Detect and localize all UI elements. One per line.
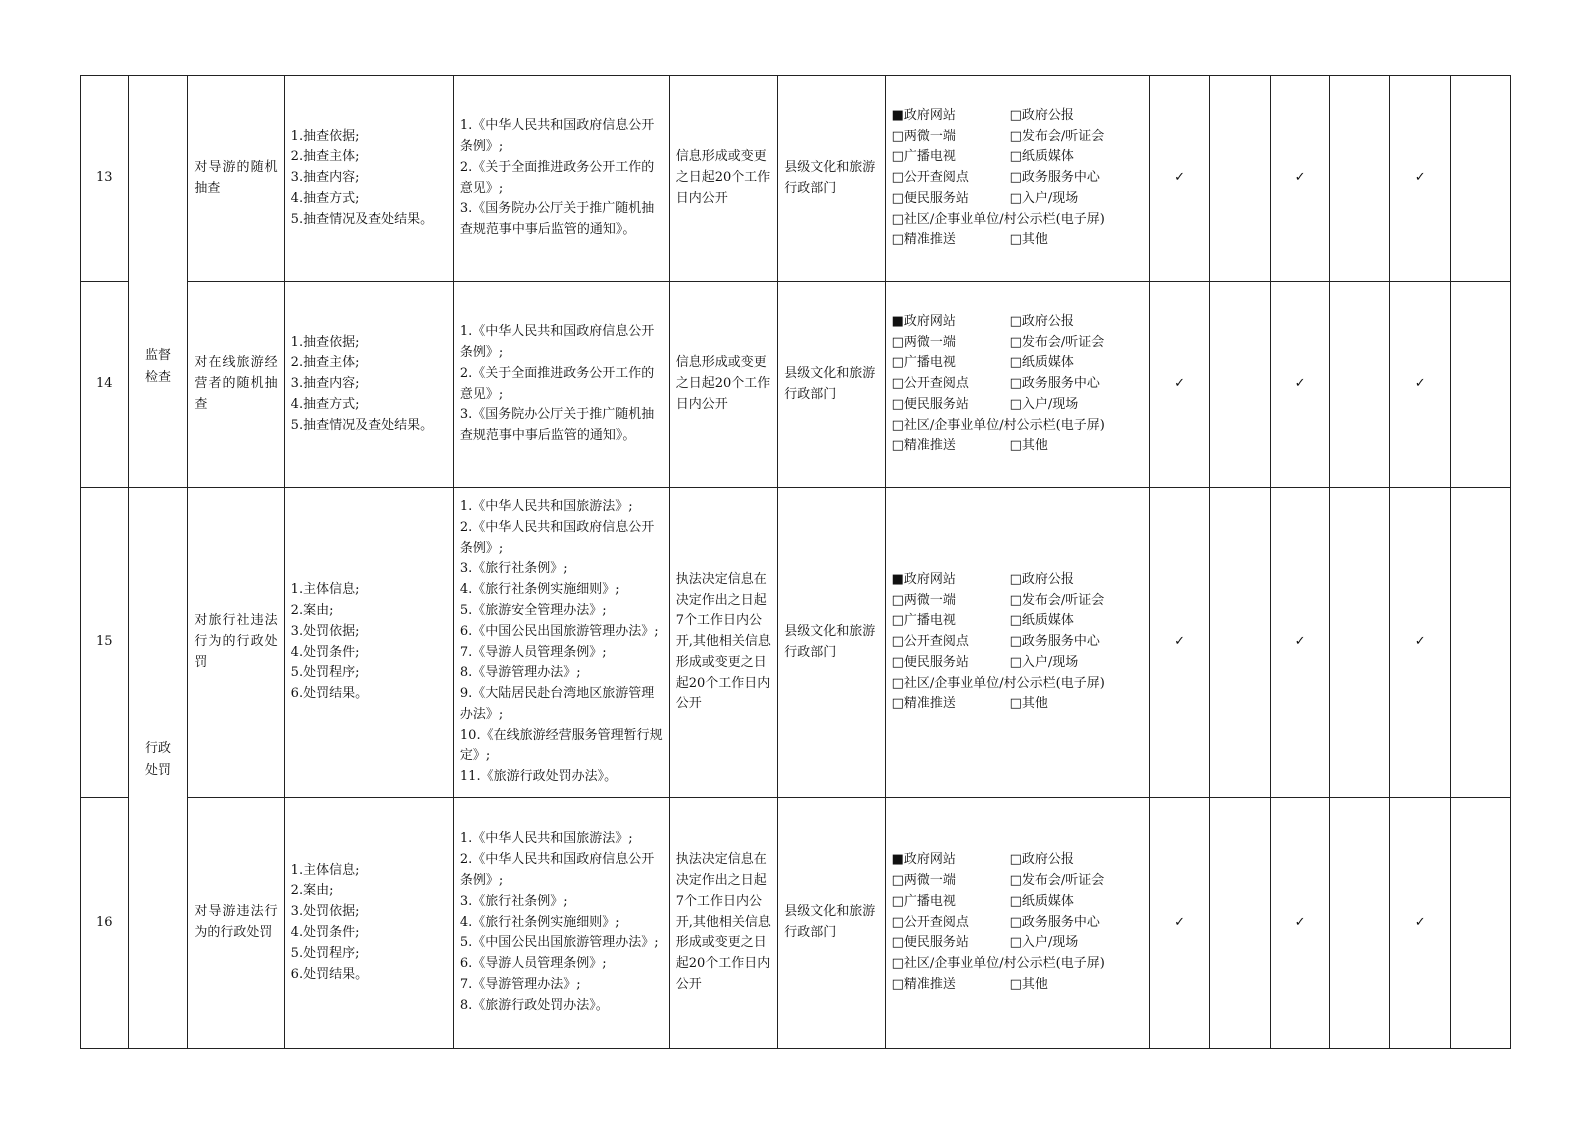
channel-service-center: □政务服务中心: [1009, 634, 1100, 650]
channel-gov-gazette: □政府公报: [1009, 571, 1074, 587]
check-mark: ✓: [1270, 488, 1330, 798]
channel-other: □其他: [1009, 696, 1048, 712]
channel-radio-tv: □广播电视: [891, 355, 956, 371]
item-text: 对导游的随机抽查: [194, 159, 278, 196]
channel-other: □其他: [1009, 232, 1048, 248]
time-cell: 信息形成或变更之日起20个工作日内公开: [669, 76, 777, 282]
basis-line: 2.《关于全面推进政务公开工作的意见》;: [459, 159, 655, 196]
empty-cell: [1451, 488, 1511, 798]
channel-door-site: □入户/现场: [1009, 190, 1079, 206]
basis-line: 5.《旅游安全管理办法》;: [459, 602, 607, 618]
check-mark: ✓: [1270, 798, 1330, 1049]
basis-cell: [453, 798, 669, 1049]
check-mark: ✓: [1390, 76, 1451, 282]
channels-cell: [885, 76, 1150, 282]
dept-cell: 县级文化和旅游行政部门: [778, 282, 885, 488]
category-cell: [128, 76, 188, 488]
basis-line: 3.《旅行社条例》;: [459, 893, 568, 909]
basis-line: 1.《中华人民共和国旅游法》;: [459, 498, 633, 514]
channel-print-media: □纸质媒体: [1009, 149, 1074, 165]
basis-line: 3.《国务院办公厅关于推广随机抽查规范事中事后监管的通知》。: [459, 407, 655, 444]
channel-door-site: □入户/现场: [1009, 396, 1079, 412]
item-text: 对旅行社违法行为的行政处罚: [194, 613, 278, 670]
channel-gov-website: ■政府网站: [891, 571, 956, 587]
category-cell: [128, 488, 188, 1049]
check-mark: ✓: [1270, 76, 1330, 282]
empty-cell: [1451, 798, 1511, 1049]
content-line: 4.抽查方式;: [290, 396, 360, 412]
basis-line: 6.《导游人员管理条例》;: [459, 956, 607, 972]
channel-other: □其他: [1009, 976, 1048, 992]
content-cell: [284, 76, 453, 282]
basis-line: 2.《中华人民共和国政府信息公开条例》;: [459, 852, 655, 888]
channel-gov-website: ■政府网站: [891, 107, 956, 123]
empty-cell: [1451, 282, 1511, 488]
table-row: [81, 488, 1511, 798]
basis-line: 8.《导游管理办法》;: [459, 665, 581, 681]
check-mark: ✓: [1390, 282, 1451, 488]
channel-gov-gazette: □政府公报: [1009, 852, 1074, 868]
channel-other: □其他: [1009, 438, 1048, 454]
check-mark: ✓: [1390, 488, 1451, 798]
row-number: 15: [81, 488, 129, 798]
content-line: 3.处罚依据;: [290, 904, 360, 920]
channel-service-center: □政务服务中心: [1009, 170, 1100, 186]
channel-precise-push: □精准推送: [891, 976, 956, 992]
content-line: 1.主体信息;: [290, 582, 360, 598]
empty-cell: [1209, 76, 1270, 282]
disclosure-table: [80, 75, 1511, 1049]
channel-community-board: □社区/企事业单位/村公示栏(电子屏): [891, 417, 1105, 433]
table-row: [81, 76, 1511, 282]
basis-cell: [453, 76, 669, 282]
channel-wechat-app: □两微一端: [891, 592, 956, 608]
table-row: [81, 282, 1511, 488]
row-number: 14: [81, 282, 129, 488]
content-line: 4.抽查方式;: [290, 190, 360, 206]
content-cell: [284, 488, 453, 798]
channel-precise-push: □精准推送: [891, 232, 956, 248]
empty-cell: [1209, 798, 1270, 1049]
channel-precise-push: □精准推送: [891, 696, 956, 712]
channel-gov-website: ■政府网站: [891, 313, 956, 329]
basis-line: 7.《导游人员管理条例》;: [459, 644, 607, 660]
check-mark: ✓: [1390, 798, 1451, 1049]
item-cell: [188, 282, 284, 488]
channel-wechat-app: □两微一端: [891, 128, 956, 144]
content-line: 5.抽查情况及查处结果。: [290, 417, 434, 433]
item-text: 对导游违法行为的行政处罚: [194, 904, 278, 940]
basis-cell: [453, 488, 669, 798]
content-line: 2.抽查主体;: [290, 355, 360, 371]
basis-line: 1.《中华人民共和国政府信息公开条例》;: [459, 324, 655, 360]
channel-community-board: □社区/企事业单位/村公示栏(电子屏): [891, 956, 1105, 972]
channel-service-center: □政务服务中心: [1009, 914, 1100, 930]
channel-print-media: □纸质媒体: [1009, 355, 1074, 371]
empty-cell: [1330, 282, 1390, 488]
content-line: 3.处罚依据;: [290, 623, 360, 639]
content-cell: [284, 282, 453, 488]
channel-service-station: □便民服务站: [891, 396, 969, 412]
basis-line: 5.《中国公民出国旅游管理办法》;: [459, 935, 659, 951]
row-number: 13: [81, 76, 129, 282]
basis-cell: [453, 282, 669, 488]
dept-cell: 县级文化和旅游行政部门: [778, 76, 885, 282]
basis-line: 9.《大陆居民赴台湾地区旅游管理办法》;: [459, 686, 655, 722]
content-line: 3.抽查内容;: [290, 170, 360, 186]
time-cell: 执法决定信息在决定作出之日起7个工作日内公开,其他相关信息形成或变更之日起20个工作日内公开: [669, 798, 777, 1049]
content-line: 5.处罚程序;: [290, 945, 360, 961]
dept-cell: 县级文化和旅游行政部门: [778, 488, 885, 798]
channel-community-board: □社区/企事业单位/村公示栏(电子屏): [891, 211, 1105, 227]
basis-line: 2.《中华人民共和国政府信息公开条例》;: [459, 519, 655, 556]
content-line: 6.处罚结果。: [290, 686, 369, 702]
check-mark: ✓: [1270, 282, 1330, 488]
channel-service-station: □便民服务站: [891, 935, 969, 951]
category-label: 监督检查: [145, 347, 172, 385]
basis-line: 7.《导游管理办法》;: [459, 976, 581, 992]
content-line: 3.抽查内容;: [290, 376, 360, 392]
basis-line: 2.《关于全面推进政务公开工作的意见》;: [459, 365, 655, 402]
content-line: 2.抽查主体;: [290, 149, 360, 165]
content-line: 4.处罚条件;: [290, 925, 360, 940]
content-line: 2.案由;: [290, 602, 334, 618]
content-line: 6.处罚结果。: [290, 966, 369, 982]
channel-community-board: □社区/企事业单位/村公示栏(电子屏): [891, 675, 1105, 691]
basis-line: 1.《中华人民共和国政府信息公开条例》;: [459, 118, 655, 154]
channels-cell: [885, 488, 1150, 798]
channel-service-center: □政务服务中心: [1009, 376, 1100, 392]
channels-cell: [885, 282, 1150, 488]
empty-cell: [1451, 76, 1511, 282]
channel-service-station: □便民服务站: [891, 190, 969, 206]
basis-line: 1.《中华人民共和国旅游法》;: [459, 831, 633, 847]
channel-gov-gazette: □政府公报: [1009, 313, 1074, 329]
content-cell: [284, 798, 453, 1049]
content-line: 1.抽查依据;: [290, 128, 360, 144]
channel-wechat-app: □两微一端: [891, 873, 956, 888]
channel-door-site: □入户/现场: [1009, 654, 1079, 670]
content-line: 2.案由;: [290, 883, 334, 899]
channel-radio-tv: □广播电视: [891, 893, 956, 909]
empty-cell: [1330, 488, 1390, 798]
channel-press-hearing: □发布会/听证会: [1009, 873, 1105, 888]
item-cell: [188, 488, 284, 798]
check-mark: ✓: [1150, 798, 1210, 1049]
channel-reading-point: □公开查阅点: [891, 170, 969, 186]
category-label: 行政处罚: [145, 741, 172, 778]
item-cell: [188, 798, 284, 1049]
check-mark: ✓: [1150, 488, 1210, 798]
channel-reading-point: □公开查阅点: [891, 914, 969, 930]
item-text: 对在线旅游经营者的随机抽查: [194, 355, 278, 412]
content-line: 1.抽查依据;: [290, 334, 360, 350]
basis-line: 8.《旅游行政处罚办法》。: [459, 997, 609, 1013]
channel-print-media: □纸质媒体: [1009, 613, 1074, 629]
channel-gov-gazette: □政府公报: [1009, 107, 1074, 123]
check-mark: ✓: [1150, 282, 1210, 488]
channel-precise-push: □精准推送: [891, 438, 956, 454]
channel-wechat-app: □两微一端: [891, 334, 956, 350]
row-number: 16: [81, 798, 129, 1049]
channel-press-hearing: □发布会/听证会: [1009, 334, 1105, 350]
content-line: 5.抽查情况及查处结果。: [290, 211, 434, 227]
channels-cell: [885, 798, 1150, 1049]
check-mark: ✓: [1150, 76, 1210, 282]
time-cell: 执法决定信息在决定作出之日起7个工作日内公开,其他相关信息形成或变更之日起20个工作日内公开: [669, 488, 777, 798]
empty-cell: [1209, 488, 1270, 798]
channel-reading-point: □公开查阅点: [891, 376, 969, 392]
basis-line: 4.《旅行社条例实施细则》;: [459, 582, 620, 598]
basis-line: 3.《旅行社条例》;: [459, 561, 568, 577]
channel-press-hearing: □发布会/听证会: [1009, 592, 1105, 608]
content-line: 4.处罚条件;: [290, 644, 360, 660]
basis-line: 3.《国务院办公厅关于推广随机抽查规范事中事后监管的通知》。: [459, 201, 655, 238]
content-line: 1.主体信息;: [290, 862, 360, 878]
channel-press-hearing: □发布会/听证会: [1009, 128, 1105, 144]
item-cell: [188, 76, 284, 282]
channel-reading-point: □公开查阅点: [891, 634, 969, 650]
empty-cell: [1330, 798, 1390, 1049]
basis-line: 10.《在线旅游经营服务管理暂行规定》;: [459, 727, 663, 764]
basis-line: 6.《中国公民出国旅游管理办法》;: [459, 623, 659, 639]
table-row: [81, 798, 1511, 1049]
channel-service-station: □便民服务站: [891, 654, 969, 670]
channel-door-site: □入户/现场: [1009, 935, 1079, 951]
channel-gov-website: ■政府网站: [891, 852, 956, 868]
channel-print-media: □纸质媒体: [1009, 893, 1074, 909]
empty-cell: [1330, 76, 1390, 282]
channel-radio-tv: □广播电视: [891, 613, 956, 629]
empty-cell: [1209, 282, 1270, 488]
time-cell: 信息形成或变更之日起20个工作日内公开: [669, 282, 777, 488]
dept-cell: 县级文化和旅游行政部门: [778, 798, 885, 1049]
basis-line: 4.《旅行社条例实施细则》;: [459, 914, 620, 930]
basis-line: 11.《旅游行政处罚办法》。: [459, 769, 618, 785]
channel-radio-tv: □广播电视: [891, 149, 956, 165]
content-line: 5.处罚程序;: [290, 665, 360, 681]
